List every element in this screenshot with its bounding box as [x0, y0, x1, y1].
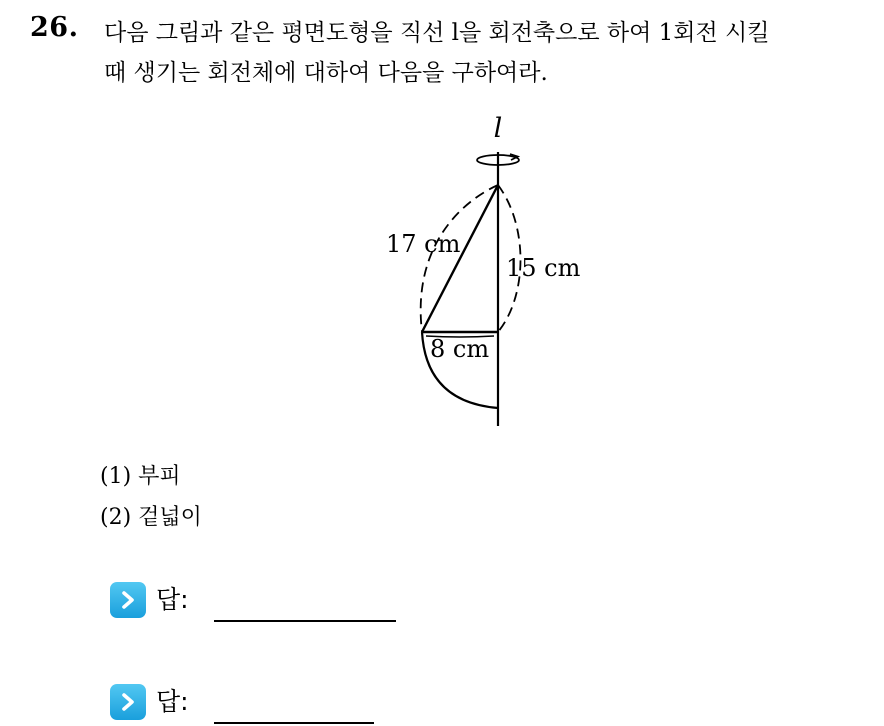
answer-row-1 — [110, 578, 430, 622]
hypotenuse-label: 17 cm — [386, 230, 461, 258]
sub-question-number: (1) — [100, 464, 132, 489]
sub-question-text: 부피 — [138, 464, 181, 489]
triangle-hypotenuse — [422, 185, 498, 332]
sub-question-2 — [100, 500, 202, 531]
axis-label: l — [493, 113, 503, 144]
question-number: 26. — [30, 12, 79, 43]
sub-question-text: 겉넓이 — [138, 505, 202, 530]
answer-blank-2[interactable] — [214, 722, 374, 724]
radius-label: 8 cm — [430, 335, 490, 363]
answer-arrow-icon — [110, 582, 146, 618]
answer-arrow-icon — [110, 684, 146, 720]
answer-blank-1[interactable] — [214, 620, 396, 622]
rotation-figure — [360, 110, 600, 440]
sub-question-number: (2) — [100, 505, 132, 530]
question-text-line-1: 다음 그림과 같은 평면도형을 직선 l을 회전축으로 하여 1회전 시킬 — [104, 20, 770, 46]
height-label: 15 cm — [506, 254, 581, 282]
answer-label: 답: — [156, 687, 189, 716]
question-text-line-2: 때 생기는 회전체에 대하여 다음을 구하여라. — [104, 60, 548, 86]
answer-label: 답: — [156, 585, 189, 614]
answer-row-2 — [110, 680, 430, 724]
sub-question-1 — [100, 459, 181, 490]
